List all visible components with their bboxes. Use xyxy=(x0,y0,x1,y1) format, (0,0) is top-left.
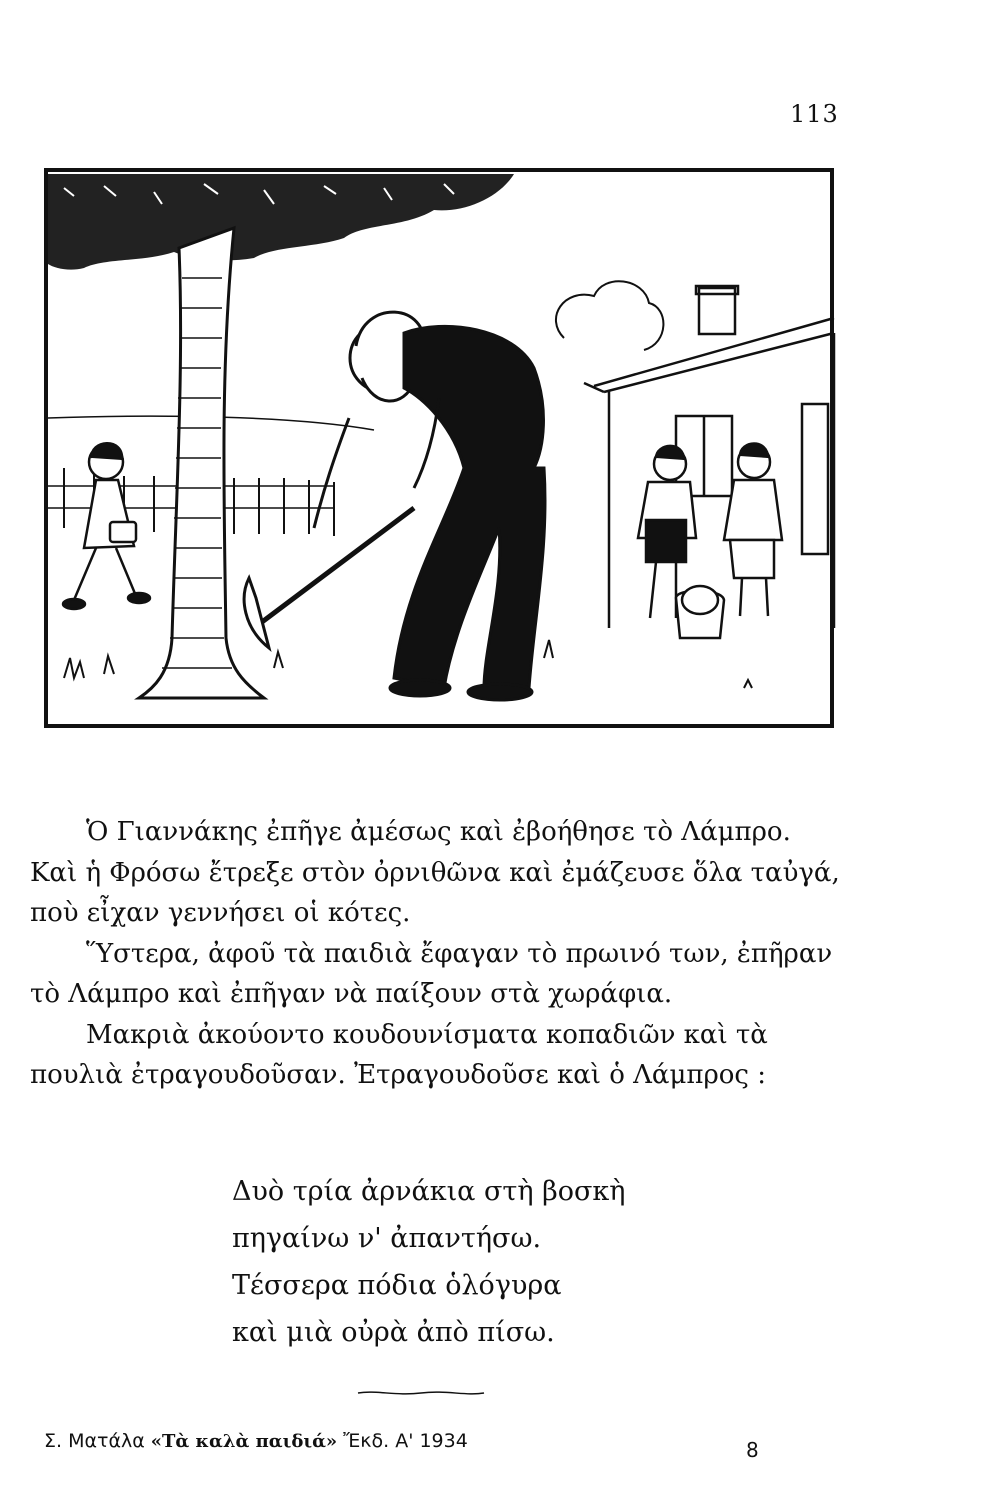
man-hoeing-under-tree-illustration xyxy=(44,168,836,730)
verse-line: Δυὸ τρία ἀρνάκια στὴ βοσκὴ xyxy=(232,1176,626,1207)
citation-book-title: «Τὰ καλὰ παιδιά» xyxy=(150,1431,338,1452)
printer-signature-mark: 8 xyxy=(746,1438,759,1462)
paragraph-1: Ὁ Γιαννάκης ἐπῆγε ἀμέσως καὶ ἐβοήθησε τὸ Λάμπρο. Καὶ ἡ Φρόσω ἔτρεξε στὸν ὀρνιθῶνα καὶ ἐμάζευσε ὅλα ταὐγά, ποὺ εἶχαν γεννήσει οἱ κότες. xyxy=(30,817,840,928)
verse-line: καὶ μιὰ οὐρὰ ἀπὸ πίσω. xyxy=(232,1317,555,1348)
ornamental-divider xyxy=(356,1390,486,1396)
verse-line: Τέσσερα πόδια ὁλόγυρα xyxy=(232,1270,562,1301)
verse-line: πηγαίνω ν' ἀπαντήσω. xyxy=(232,1223,542,1254)
paragraph-2: Ὕστερα, ἀφοῦ τὰ παιδιὰ ἔφαγαν τὸ πρωινό των, ἐπῆραν τὸ Λάμπρο καὶ ἐπῆγαν νὰ παίξουν στὰ χωράφια. xyxy=(30,938,833,1009)
page-number: 113 xyxy=(790,100,839,128)
illustration xyxy=(44,168,836,730)
story-text xyxy=(30,812,840,1096)
song-verse xyxy=(232,1168,625,1356)
source-citation xyxy=(44,1430,468,1452)
citation-author: Σ. Ματάλα xyxy=(44,1430,145,1452)
citation-edition: Ἔκδ. Α' 1934 xyxy=(343,1430,468,1452)
paragraph-3: Μακριὰ ἀκούοντο κουδουνίσματα κοπαδιῶν καὶ τὰ πουλιὰ ἐτραγουδοῦσαν. Ἐτραγουδοῦσε καὶ ὁ Λάμπρος : xyxy=(30,1019,768,1090)
